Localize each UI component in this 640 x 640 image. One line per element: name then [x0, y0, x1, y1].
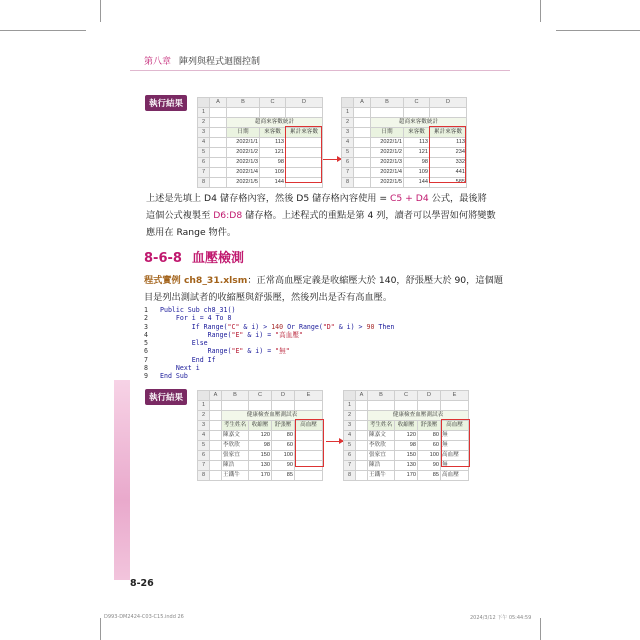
side-decoration — [114, 380, 130, 580]
crop-mark — [100, 0, 101, 22]
example-title: 程式實例 ch8_31.xlsm — [144, 275, 248, 286]
paragraph-example: 程式實例 ch8_31.xlsm：正常高血壓定義是收縮壓大於 140，舒張壓大於 90，這個題 目是列出測試者的收縮壓與舒張壓，然後列出是否有高血壓。 — [144, 275, 503, 303]
crop-mark — [540, 618, 541, 640]
section-heading: 8-6-8 血壓檢測 — [144, 251, 244, 266]
chapter-title: 陣列與程式迴圈控制 — [179, 57, 261, 67]
running-header — [144, 54, 260, 67]
crop-mark — [0, 30, 86, 31]
header-rule — [130, 70, 510, 71]
result-label: 執行結果 — [145, 95, 187, 111]
spreadsheet-after-1: A B C D 1 2 超商來客數統計 3 日期 來客數 累計來客數 4 2022/1/1 113 113 5 2022/1/2 121 234 6 2022/1/3 98 332 7 2022/1/4 109 441 8 2022/1/5 144 585 — [341, 97, 467, 188]
crop-mark — [556, 30, 640, 31]
arrow-icon — [323, 159, 341, 160]
spreadsheet-before-1: A B C D 1 2 超商來客數統計 3 日期 來客數 累計來客數 4 2022/1/1 113 5 2022/1/2 121 6 2022/1/3 98 7 2022/1/4 109 8 2022/1/5 144 — [197, 97, 323, 188]
crop-mark — [540, 0, 541, 22]
crop-mark — [100, 618, 101, 640]
chapter-label: 第八章 — [144, 57, 172, 67]
spreadsheet-before-2: A B C D E 1 2 健康檢查血壓測試表 3 考生姓名 收縮壓 舒張壓 高血壓 4 陳嘉文 120 80 5 李欣欣 98 60 6 張家宜 150 100 7 陳浩 130 90 8 王鐵牛 170 85 — [197, 390, 323, 481]
page-number: 8-26 — [130, 578, 154, 589]
footer-file-slug: D993-DM2424-C03-C15.indd 26 — [104, 614, 184, 620]
paragraph-explanation: 上述是先填上 D4 儲存格內容，然後 D5 儲存格內容使用 = C5 + D4 公式，最後將 這個公式複製至 D6:D8 儲存格。上述程式的重點是第 4 列，讀者可以學習如何將變數 應用在 Range 物件。 — [146, 193, 496, 238]
spreadsheet-after-2: A B C D E 1 2 健康檢查血壓測試表 3 考生姓名 收縮壓 舒張壓 高血壓 4 陳嘉文 120 80 無 5 李欣欣 98 60 無 6 張家宜 150 100 高血壓 7 陳浩 130 90 無 8 王鐵牛 170 85 高血壓 — [343, 390, 469, 481]
code-listing: 1 Public Sub ch8_31() 2 For i = 4 To 8 3 If Range("C" & i) > 140 Or Range("D" & i) > 90 Then 4 Range("E" & i) = "高血壓" 5 Else 6 Range("E" & i) = "無" 7 End If 8 Next i 9 End Sub — [144, 306, 395, 381]
arrow-icon — [326, 441, 343, 442]
footer-timestamp: 2024/3/12 下午 05:44:59 — [470, 615, 532, 621]
result-label: 執行結果 — [145, 389, 187, 405]
